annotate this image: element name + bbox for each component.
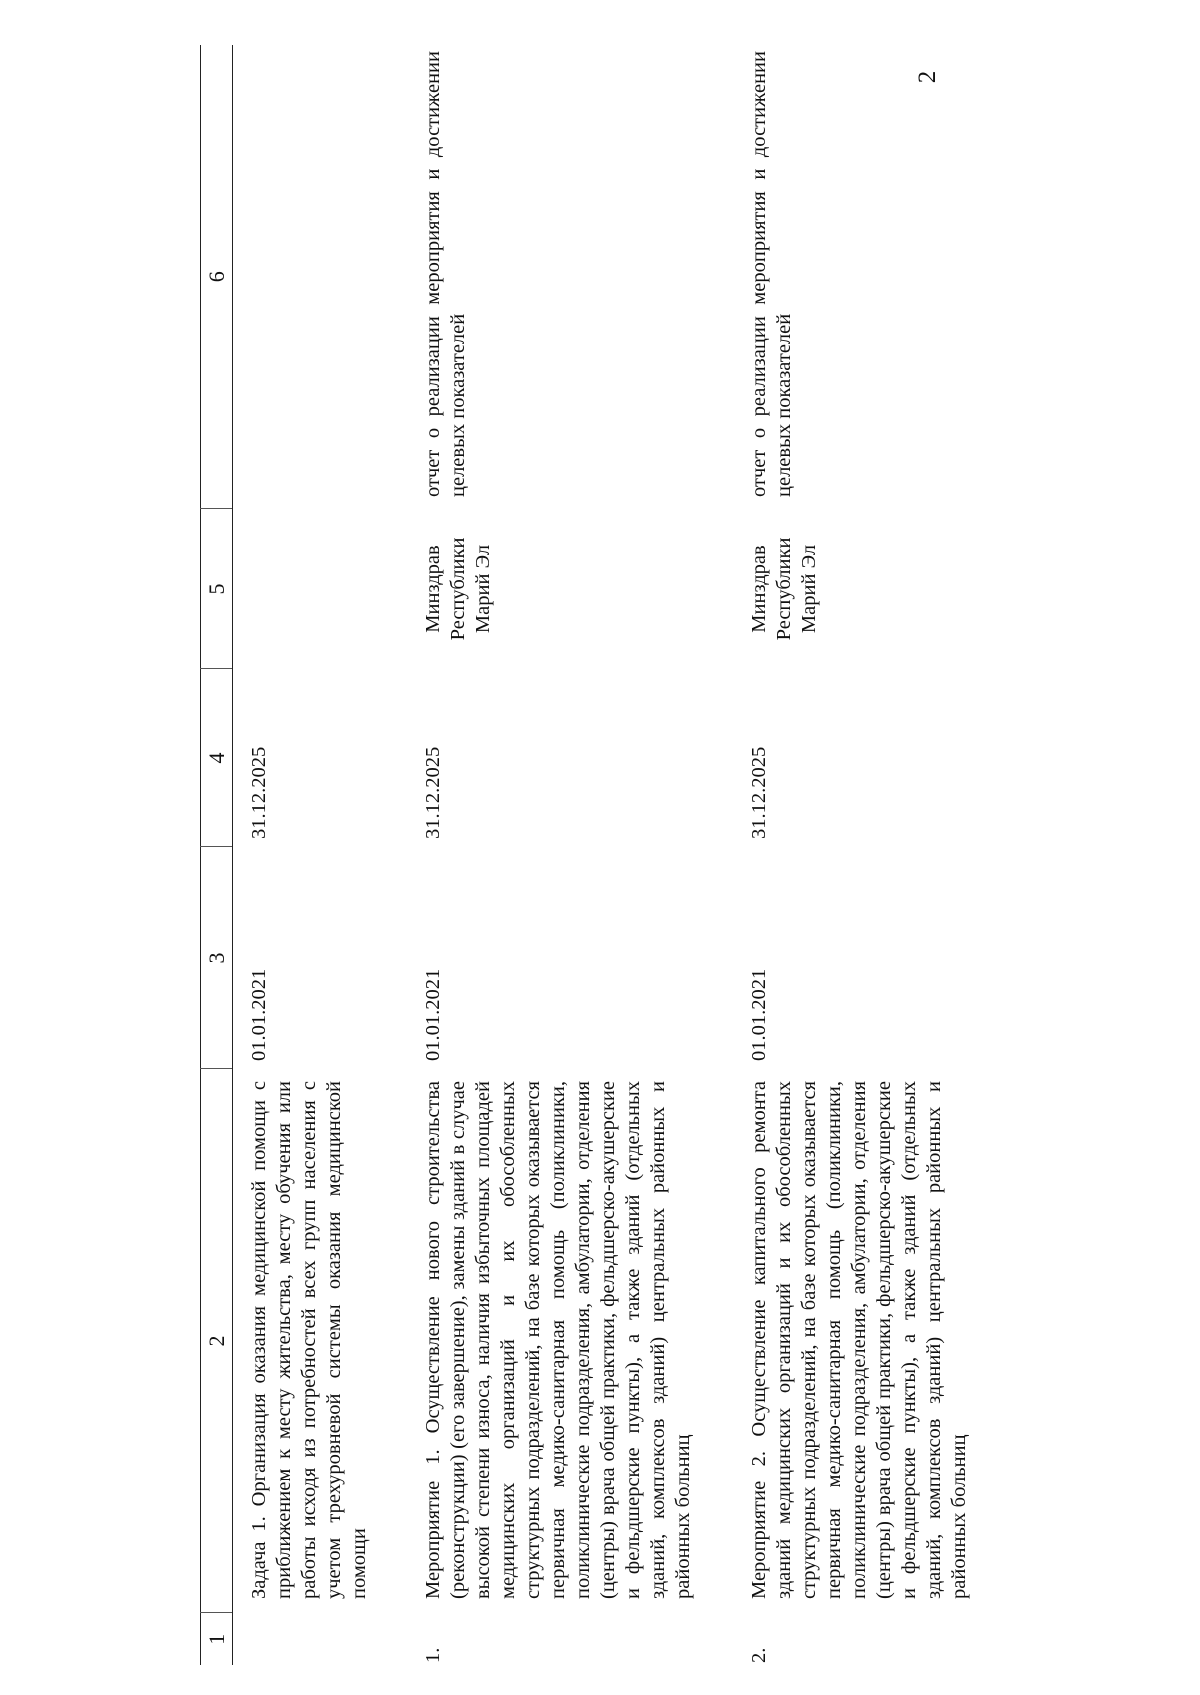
row-start-date: 01.01.2021 (422, 968, 444, 1061)
row-result: отчет о реализации мероприятия и достижении целевых показателей (422, 51, 469, 497)
column-header: 4 (201, 669, 233, 847)
row-name: Мероприятие 2. Осуществление капитального ремонта зданий медицинских организаций и их обособленных структурных подразделений, на базе которых оказывается первичная медико-санитарная помощь (поликлиники, поликлинические подразделения, амбулатории, отделения (центры) врача общей практики, фельдшерско-акушерские и фельдшерские пункты), а также зданий (отдельных зданий, комплексов зданий) центральных районных и районных больниц (748, 1081, 970, 1599)
table-row (733, 45, 1007, 1665)
page-number: 2 (914, 70, 941, 84)
row-number (233, 1613, 408, 1665)
row-executor: Минздрав Республики Марий Эл (748, 537, 820, 641)
rotated-table-container (200, 45, 970, 1665)
row-start-date: 01.01.2021 (748, 968, 770, 1061)
row-result: отчет о реализации мероприятия и достижении целевых показателей (748, 51, 795, 497)
column-header: 6 (201, 45, 233, 509)
row-end-date: 31.12.2025 (748, 746, 770, 839)
row-name: Мероприятие 1. Осуществление нового строительства (реконструкции) (его завершение), замены зданий в случае высокой степени износа, наличия избыточных площадей медицинских организаций и их обособленных структурных подразделений, на базе которых оказывается первичная медико-санитарная помощь (поликлиники, поликлинические подразделения, амбулатории, отделения (центры) врача общей практики, фельдшерско-акушерские и фельдшерские пункты), а также зданий (отдельных зданий, комплексов зданий) центральных районных и районных больниц (422, 1081, 694, 1599)
row-executor (233, 509, 408, 669)
table-row (407, 45, 733, 1665)
row-start-date: 01.01.2021 (248, 968, 270, 1061)
column-header: 2 (201, 1069, 233, 1613)
program-activities-table (200, 45, 1007, 1665)
table-row (233, 45, 408, 1665)
row-end-date: 31.12.2025 (422, 746, 444, 839)
row-name: Задача 1. Организация оказания медицинской помощи с приближением к месту жительства, месту обучения или работы исходя из потребностей всех групп населения с учетом трехуровневой системы оказания медицинской помощи (248, 1081, 370, 1599)
row-number: 2. (748, 1647, 770, 1663)
row-end-date: 31.12.2025 (248, 746, 270, 839)
table-header-row (201, 45, 233, 1665)
row-executor: Минздрав Республики Марий Эл (422, 537, 494, 641)
row-number: 1. (422, 1647, 444, 1663)
column-header: 1 (201, 1613, 233, 1665)
row-result (233, 45, 408, 509)
column-header: 3 (201, 847, 233, 1069)
column-header: 5 (201, 509, 233, 669)
